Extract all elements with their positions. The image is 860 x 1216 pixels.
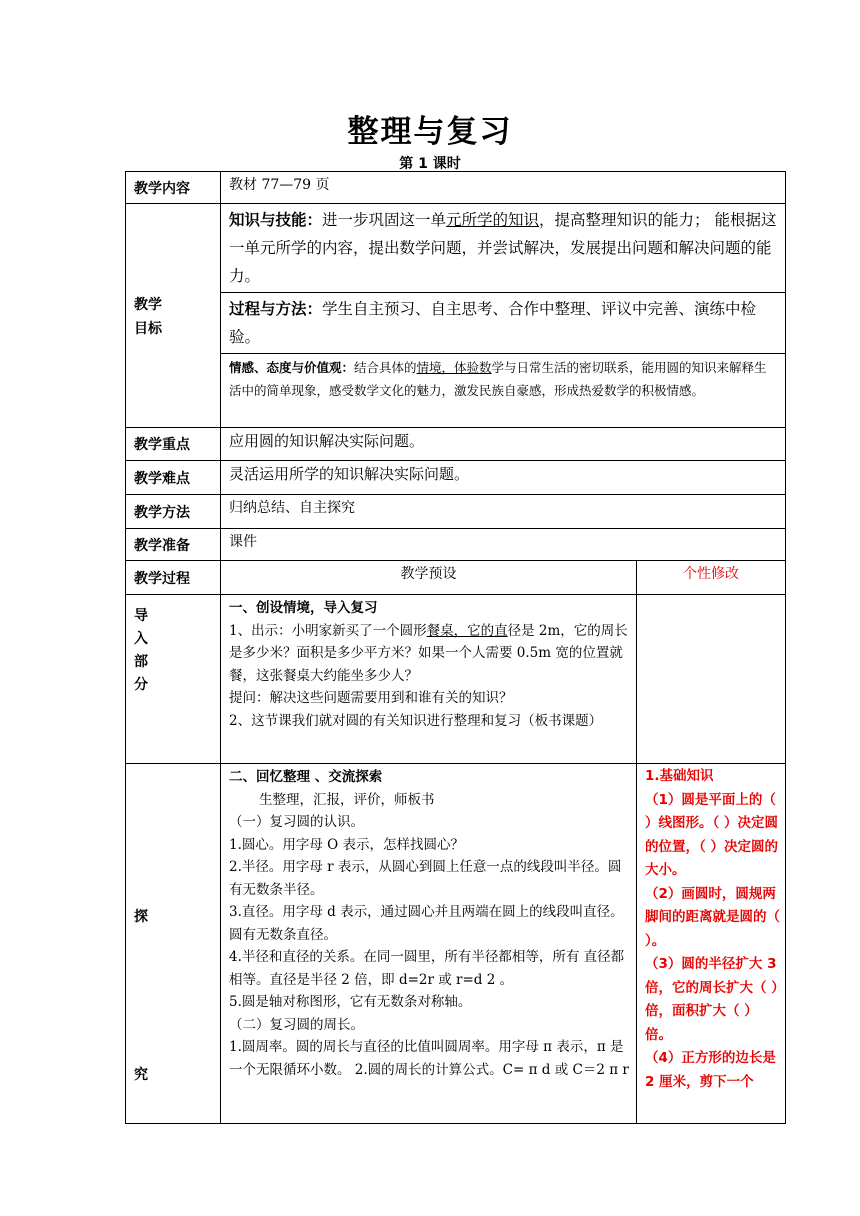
explore-line: 3.直径。用字母 d 表示，通过圆心并且两端在圆上的线段叫直径。圆有无数条直径。 — [229, 904, 624, 943]
note-line: （3）圆的半径扩大 3 倍，它的周长扩大（ ）倍，面积扩大（ ）倍。 — [645, 956, 778, 1043]
note-line: （4）正方形的边长是 2 厘米，剪下一个 — [645, 1050, 776, 1090]
note-line: （2）画圆时，圆规两脚间的距离就是圆的（ ）。 — [645, 885, 780, 949]
note-line: 1.基础知识 — [645, 768, 714, 784]
explore-heading: 二、回忆整理 、交流探索 — [229, 769, 383, 785]
explore-side-bottom: 究 — [134, 1067, 148, 1083]
content-value: 教材 77—79 页 — [221, 172, 786, 204]
explore-line: 生整理，汇报，评价，师板书 — [259, 791, 435, 808]
process-label: 教学过程 — [126, 561, 221, 595]
method-value: 归纳总结、自主探究 — [221, 495, 786, 529]
page-title: 整理与复习 — [347, 114, 513, 150]
intro-line-1: 1、出示：小明家新买了一个圆形餐桌，它的直径是 2m，它的周长是多少米？面积是多少平方米？如果一个人需要 0.5m 宽的位置就餐，这张餐桌大约能坐多少人？ — [229, 622, 628, 684]
prep-value: 课件 — [221, 529, 786, 561]
goal-attitude: 情感、态度与价值观：结合具体的情境，体验数学与日常生活的密切联系，能用圆的知识来解释生活中的简单现象，感受数学文化的魅力，激发民族自豪感，形成热爱数学的积极情感。 — [221, 354, 786, 428]
explore-line: 4.半径和直径的关系。在同一圆里，所有半径都相等，所有 直径都相等。直径是半径 2 倍，即 d=2r 或 r=d 2 。 — [229, 949, 625, 988]
intro-line-2: 提问：解决这些问题需要用到和谁有关的知识？ — [229, 690, 513, 706]
explore-content — [221, 764, 637, 1124]
intro-side-label: 导 入 部 分 — [126, 595, 221, 764]
goal-process: 过程与方法：学生自主预习、自主思考、合作中整理、评议中完善、演练中检验。 — [221, 293, 786, 354]
key-label: 教学重点 — [126, 428, 221, 461]
explore-modify-notes — [637, 764, 786, 1124]
intro-line-3: 2、这节课我们就对圆的有关知识进行整理和复习（板书课题） — [229, 712, 603, 729]
content-label: 教学内容 — [126, 172, 221, 204]
intro-modify-cell — [637, 595, 786, 764]
modify-header: 个性修改 — [637, 561, 786, 595]
explore-line: 1.圆心。用字母 O 表示，怎样找圆心？ — [229, 836, 465, 853]
explore-side-label — [126, 764, 221, 1124]
key-value: 应用圆的知识解决实际问题。 — [221, 428, 786, 461]
design-header: 教学预设 — [221, 561, 637, 595]
prep-label: 教学准备 — [126, 529, 221, 561]
explore-line: 1.圆周率。圆的周长与直径的比值叫圆周率。用字母 π 表示，π 是一个无限循环小数。 2.圆的周长的计算公式。C= π d 或 C＝2 π r — [229, 1039, 629, 1078]
explore-line: （二）复习圆的周长。 — [229, 1016, 364, 1033]
goals-label: 教学 目标 — [126, 204, 221, 428]
method-label: 教学方法 — [126, 495, 221, 529]
explore-line: 5.圆是轴对称图形，它有无数条对称轴。 — [229, 994, 472, 1010]
lesson-plan-table — [125, 171, 786, 1124]
difficulty-value: 灵活运用所学的知识解决实际问题。 — [221, 461, 786, 495]
explore-side-top: 探 — [134, 909, 148, 925]
note-line: （1）圆是平面上的（ ）线图形。（ ）决定圆的位置，（ ）决定圆的大小。 — [645, 791, 778, 878]
difficulty-label: 教学难点 — [126, 461, 221, 495]
explore-line: 2.半径。用字母 r 表示，从圆心到圆上任意一点的线段叫半径。圆有无数条半径。 — [229, 859, 622, 898]
explore-line: （一）复习圆的认识。 — [229, 814, 364, 830]
goal-knowledge: 知识与技能：进一步巩固这一单元所学的知识，提高整理知识的能力； 能根据这一单元所学的内容，提出数学问题，并尝试解决，发展提出问题和解决问题的能力。 — [221, 204, 786, 293]
intro-content — [221, 595, 637, 764]
lesson-number: 第 1 课时 — [399, 156, 461, 172]
intro-heading: 一、创设情境，导入复习 — [229, 600, 378, 616]
